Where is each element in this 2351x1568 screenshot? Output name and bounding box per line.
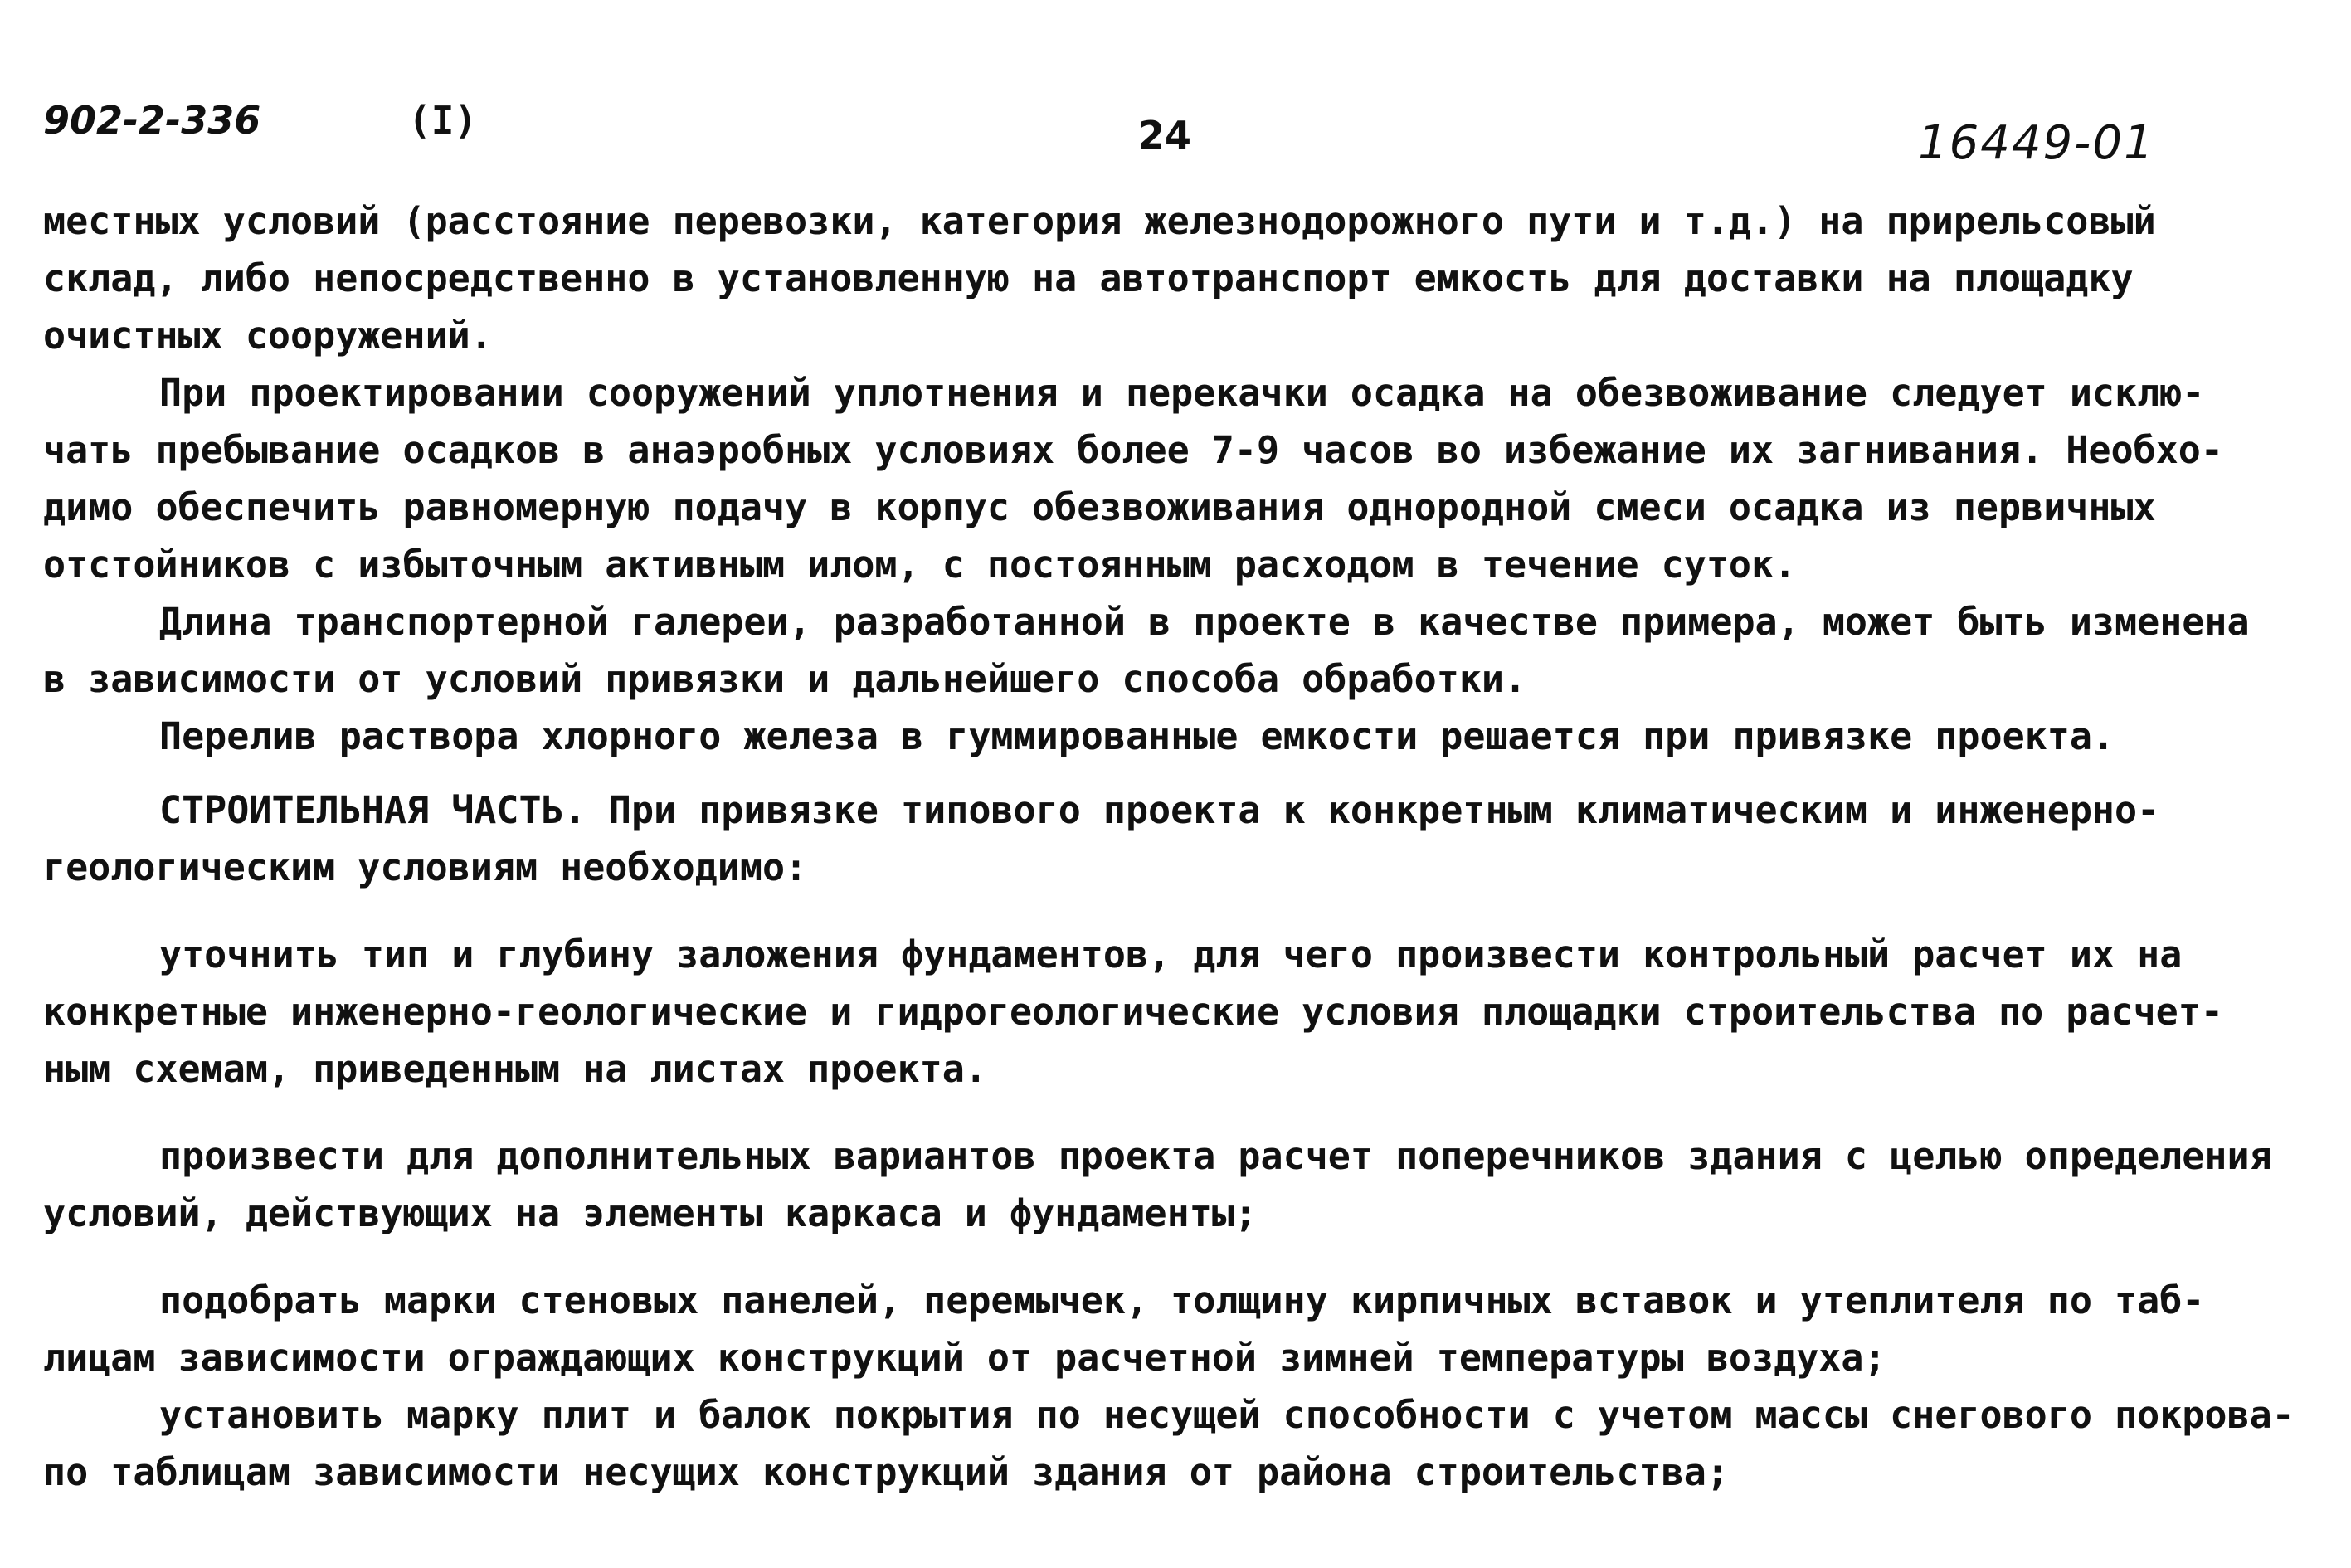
text-line: геологическим условиям необходимо: — [43, 845, 808, 889]
text-line: лицам зависимости ограждающих конструкций от расчетной зимней температуры воздуха; — [43, 1336, 1886, 1380]
list-item — [43, 1386, 2316, 1501]
text-line: При проектировании сооружений уплотнения и перекачки осадка на обезвоживание следует исклю- — [159, 371, 2205, 415]
body-text — [43, 192, 2316, 1501]
text-line: местных условий (расстояние перевозки, категория железнодорожного пути и т.д.) на прирельсовый — [43, 199, 2156, 243]
text-line: подобрать марки стеновых панелей, перемычек, толщину кирпичных вставок и утеплителя по таб- — [159, 1278, 2205, 1322]
text-line: произвести для дополнительных вариантов проекта расчет поперечников здания с целью определения — [159, 1134, 2272, 1178]
paragraph — [43, 708, 2316, 765]
text-line: по таблицам зависимости несущих конструкций здания от района строительства; — [43, 1450, 1729, 1494]
text-line: в зависимости от условий привязки и дальнейшего способа обработки. — [43, 657, 1527, 701]
document-number: 16449-01 — [1918, 116, 2155, 170]
section-heading-line: СТРОИТЕЛЬНАЯ ЧАСТЬ. При привязке типового проекта к конкретным климатическим и инженерно- — [159, 788, 2160, 832]
page-header — [0, 98, 2351, 170]
paragraph — [43, 593, 2316, 708]
text-line: Длина транспортерной галереи, разработанной в проекте в качестве примера, может быть изменена — [159, 600, 2250, 644]
paragraph — [43, 782, 2316, 896]
text-line: ным схемам, приведенным на листах проекта. — [43, 1047, 987, 1091]
part-number: (I) — [408, 98, 478, 143]
paragraph — [43, 364, 2316, 593]
text-line: Перелив раствора хлорного железа в гуммированные емкости решается при привязке проекта. — [159, 714, 2115, 758]
text-line: чать пребывание осадков в анаэробных условиях более 7-9 часов во избежание их загнивания. Необхо- — [43, 428, 2223, 472]
list-item — [43, 1272, 2316, 1386]
text-line: очистных сооружений. — [43, 314, 493, 358]
project-code: 902-2-336 — [43, 98, 261, 143]
list-item — [43, 926, 2316, 1098]
text-line: отстойников с избыточным активным илом, с постоянным расходом в течение суток. — [43, 543, 1797, 587]
text-line: конкретные инженерно-геологические и гидрогеологические условия площадки строительства по расчет- — [43, 990, 2223, 1034]
text-line: условий, действующих на элементы каркаса и фундаменты; — [43, 1191, 1257, 1235]
paragraph — [43, 192, 2316, 364]
text-line: уточнить тип и глубину заложения фундаментов, для чего произвести контрольный расчет их на — [159, 933, 2183, 976]
text-line: димо обеспечить равномерную подачу в корпус обезвоживания однородной смеси осадка из первичных — [43, 485, 2156, 529]
page-number: 24 — [1138, 113, 1192, 158]
list-item — [43, 1127, 2316, 1242]
text-line: склад, либо непосредственно в установленную на автотранспорт емкость для доставки на площадку — [43, 256, 2134, 300]
text-line: установить марку плит и балок покрытия по несущей способности с учетом массы снегового покрова- — [159, 1393, 2295, 1437]
